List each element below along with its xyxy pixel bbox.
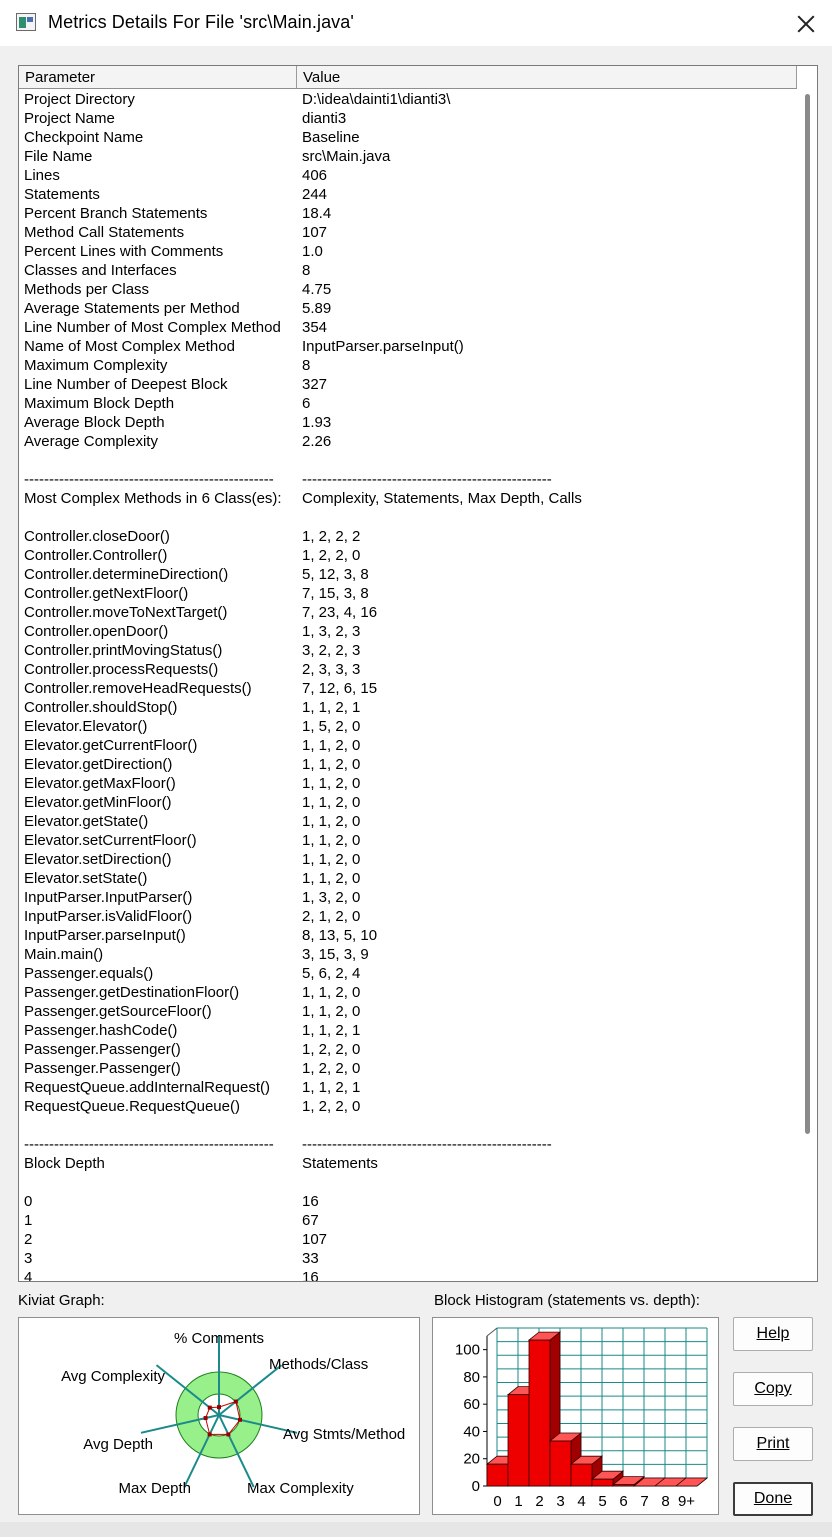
value-cell: 327 <box>302 376 328 393</box>
value-cell: 7, 15, 3, 8 <box>302 585 369 602</box>
table-row[interactable] <box>19 641 797 660</box>
list-rows <box>19 90 797 1282</box>
value-cell: 1.0 <box>302 243 323 260</box>
value-cell: 1, 1, 2, 1 <box>302 1079 361 1096</box>
value-cell: InputParser.parseInput() <box>302 338 464 355</box>
value-cell: D:\idea\dainti1\dianti3\ <box>302 91 451 108</box>
value-cell: 1, 1, 2, 0 <box>302 984 361 1001</box>
value-cell: 2, 1, 2, 0 <box>302 908 361 925</box>
table-row[interactable] <box>19 679 797 698</box>
value-cell: Baseline <box>302 129 360 146</box>
table-row[interactable] <box>19 1097 797 1116</box>
value-cell: 1, 1, 2, 1 <box>302 1022 361 1039</box>
parameter-cell: InputParser.parseInput() <box>24 927 186 944</box>
table-row[interactable] <box>19 622 797 641</box>
parameter-cell: Project Name <box>24 110 115 127</box>
table-row[interactable] <box>19 926 797 945</box>
table-row[interactable] <box>19 983 797 1002</box>
window-title: Metrics Details For File 'src\Main.java' <box>48 12 354 32</box>
histogram-x-tick-label: 9+ <box>677 1493 696 1510</box>
table-row[interactable] <box>19 185 797 204</box>
parameter-cell: Elevator.getMaxFloor() <box>24 775 176 792</box>
parameter-cell: Elevator.setState() <box>24 870 148 887</box>
parameter-cell: Controller.determineDirection() <box>24 566 229 583</box>
help-button[interactable]: Help <box>733 1317 813 1351</box>
value-cell: 16 <box>302 1269 319 1282</box>
parameter-cell: Maximum Block Depth <box>24 395 175 412</box>
value-cell: 107 <box>302 1231 328 1248</box>
table-row[interactable] <box>19 223 797 242</box>
value-cell: 2.26 <box>302 433 332 450</box>
histogram-y-tick-label: 40 <box>463 1423 480 1441</box>
parameter-cell: Block Depth <box>24 1155 105 1172</box>
value-cell: 1, 1, 2, 0 <box>302 775 361 792</box>
table-row[interactable] <box>19 356 797 375</box>
histogram-panel <box>432 1317 719 1515</box>
table-row[interactable] <box>19 850 797 869</box>
parameter-cell: 3 <box>24 1250 33 1267</box>
value-cell: 7, 12, 6, 15 <box>302 680 378 697</box>
histogram-y-tick-label: 60 <box>463 1396 480 1414</box>
parameter-cell: Elevator.getDirection() <box>24 756 173 773</box>
kiviat-graph-panel <box>18 1317 420 1515</box>
table-row[interactable] <box>19 318 797 337</box>
table-row[interactable] <box>19 527 797 546</box>
kiviat-axis-label: Avg Depth <box>83 1436 153 1453</box>
histogram-x-tick-label: 2 <box>535 1493 544 1510</box>
value-cell: 1, 1, 2, 0 <box>302 794 361 811</box>
histogram-bar-front <box>613 1485 634 1486</box>
value-cell: 5.89 <box>302 300 332 317</box>
table-row[interactable] <box>19 1268 797 1282</box>
value-cell: 8, 13, 5, 10 <box>302 927 378 944</box>
table-row[interactable] <box>19 793 797 812</box>
parameter-cell: RequestQueue.addInternalRequest() <box>24 1079 270 1096</box>
table-row[interactable] <box>19 109 797 128</box>
parameter-cell: Elevator.getMinFloor() <box>24 794 172 811</box>
table-row[interactable] <box>19 945 797 964</box>
histogram-y-tick-label: 20 <box>463 1450 480 1468</box>
table-row[interactable] <box>19 280 797 299</box>
value-cell: 33 <box>302 1250 319 1267</box>
parameter-cell: Passenger.Passenger() <box>24 1041 181 1058</box>
parameter-cell: Method Call Statements <box>24 224 185 241</box>
value-cell: src\Main.java <box>302 148 391 165</box>
parameter-cell: InputParser.isValidFloor() <box>24 908 193 925</box>
value-cell: 1, 1, 2, 0 <box>302 1003 361 1020</box>
histogram-x-tick-label: 6 <box>619 1493 628 1510</box>
parameter-cell: Elevator.getCurrentFloor() <box>24 737 198 754</box>
value-cell: 1, 1, 2, 1 <box>302 699 361 716</box>
parameter-cell: RequestQueue.RequestQueue() <box>24 1098 240 1115</box>
table-row[interactable] <box>19 261 797 280</box>
parameter-cell: Controller.printMovingStatus() <box>24 642 223 659</box>
done-button[interactable]: Done <box>733 1482 813 1516</box>
table-row[interactable] <box>19 451 797 470</box>
table-row[interactable] <box>19 774 797 793</box>
parameter-cell: Most Complex Methods in 6 Class(es): <box>24 490 282 507</box>
table-row[interactable] <box>19 869 797 888</box>
kiviat-axis-label: % Comments <box>173 1330 265 1347</box>
kiviat-axis-label: Max Depth <box>118 1480 191 1497</box>
table-row[interactable] <box>19 432 797 451</box>
table-row[interactable] <box>19 1249 797 1268</box>
histogram-axis <box>487 1328 497 1336</box>
table-row[interactable] <box>19 337 797 356</box>
table-row[interactable] <box>19 1040 797 1059</box>
table-row[interactable] <box>19 470 797 489</box>
table-row[interactable] <box>19 147 797 166</box>
parameter-cell: Controller.shouldStop() <box>24 699 178 716</box>
table-row[interactable] <box>19 1116 797 1135</box>
parameter-cell: -------------------------------------------------- <box>24 1136 274 1153</box>
parameter-cell: Main.main() <box>24 946 104 963</box>
parameter-cell: Project Directory <box>24 91 135 108</box>
parameter-cell: Passenger.Passenger() <box>24 1060 181 1077</box>
value-cell: 18.4 <box>302 205 332 222</box>
table-row[interactable] <box>19 1078 797 1097</box>
parameter-cell: Checkpoint Name <box>24 129 144 146</box>
parameter-cell: 0 <box>24 1193 33 1210</box>
table-row[interactable] <box>19 1135 797 1154</box>
value-cell: 1, 1, 2, 0 <box>302 851 361 868</box>
value-cell: 67 <box>302 1212 319 1229</box>
histogram-x-tick-label: 0 <box>493 1493 502 1510</box>
value-cell: 5, 12, 3, 8 <box>302 566 369 583</box>
histogram-x-tick-label: 7 <box>640 1493 649 1510</box>
parameter-cell: 1 <box>24 1212 33 1229</box>
table-row[interactable] <box>19 1230 797 1249</box>
table-row[interactable] <box>19 584 797 603</box>
column-header-value[interactable]: Value <box>297 66 797 88</box>
value-cell: 7, 23, 4, 16 <box>302 604 378 621</box>
value-cell: 1, 3, 2, 3 <box>302 623 361 640</box>
kiviat-point <box>226 1432 230 1436</box>
value-cell: 4.75 <box>302 281 332 298</box>
close-icon[interactable] <box>786 4 826 42</box>
value-cell: 1, 2, 2, 2 <box>302 528 361 545</box>
table-row[interactable] <box>19 831 797 850</box>
histogram-bar-front <box>550 1441 571 1486</box>
value-cell: 107 <box>302 224 328 241</box>
app-icon <box>16 13 36 31</box>
kiviat-point <box>208 1432 212 1436</box>
kiviat-point <box>238 1418 242 1422</box>
histogram-bar-front <box>487 1464 508 1486</box>
table-row[interactable] <box>19 736 797 755</box>
value-cell: 1, 1, 2, 0 <box>302 737 361 754</box>
parameter-cell: Elevator.getState() <box>24 813 149 830</box>
value-cell: 3, 2, 2, 3 <box>302 642 361 659</box>
scrollbar-thumb[interactable] <box>805 94 810 1134</box>
parameter-cell: Average Block Depth <box>24 414 165 431</box>
value-cell: 1, 1, 2, 0 <box>302 832 361 849</box>
block-histogram <box>433 1318 718 1514</box>
table-row[interactable] <box>19 1002 797 1021</box>
parameter-cell: Elevator.Elevator() <box>24 718 148 735</box>
value-cell: 354 <box>302 319 328 336</box>
parameter-cell: Methods per Class <box>24 281 150 298</box>
parameter-cell: Statements <box>24 186 100 203</box>
table-row[interactable] <box>19 1192 797 1211</box>
histogram-y-tick-label: 100 <box>454 1341 480 1359</box>
value-cell: 1, 3, 2, 0 <box>302 889 361 906</box>
table-row[interactable] <box>19 1059 797 1078</box>
parameter-cell: 4 <box>24 1269 33 1282</box>
histogram-x-tick-label: 3 <box>556 1493 565 1510</box>
parameter-cell: 2 <box>24 1231 33 1248</box>
parameter-cell: Controller.closeDoor() <box>24 528 170 545</box>
table-row[interactable] <box>19 394 797 413</box>
value-cell: 3, 15, 3, 9 <box>302 946 369 963</box>
value-cell: 1, 5, 2, 0 <box>302 718 361 735</box>
kiviat-axis-label: Methods/Class <box>269 1356 369 1373</box>
table-row[interactable] <box>19 1211 797 1230</box>
value-cell: Statements <box>302 1155 378 1172</box>
table-row[interactable] <box>19 888 797 907</box>
kiviat-axis-label: Max Complexity <box>247 1480 354 1497</box>
histogram-y-tick-label: 0 <box>471 1478 480 1495</box>
value-cell: 406 <box>302 167 328 184</box>
parameter-cell: Classes and Interfaces <box>24 262 177 279</box>
table-row[interactable] <box>19 964 797 983</box>
table-row[interactable] <box>19 128 797 147</box>
histogram-bar-front <box>529 1340 550 1486</box>
table-row[interactable] <box>19 489 797 508</box>
value-cell: 1, 1, 2, 0 <box>302 756 361 773</box>
table-row[interactable] <box>19 755 797 774</box>
parameter-cell: Average Complexity <box>24 433 158 450</box>
table-row[interactable] <box>19 565 797 584</box>
table-row[interactable] <box>19 698 797 717</box>
parameter-cell: Elevator.setCurrentFloor() <box>24 832 197 849</box>
parameter-cell: Controller.Controller() <box>24 547 168 564</box>
value-cell: 1, 1, 2, 0 <box>302 813 361 830</box>
histogram-bar-front <box>508 1395 529 1486</box>
value-cell: 8 <box>302 357 311 374</box>
parameter-cell: Lines <box>24 167 60 184</box>
value-cell: 1, 1, 2, 0 <box>302 870 361 887</box>
kiviat-point <box>217 1405 221 1409</box>
table-row[interactable] <box>19 508 797 527</box>
parameter-cell: -------------------------------------------------- <box>24 471 274 488</box>
table-row[interactable] <box>19 717 797 736</box>
value-cell: -------------------------------------------------- <box>302 1136 552 1153</box>
table-row[interactable] <box>19 1173 797 1192</box>
histogram-label: Block Histogram (statements vs. depth): <box>434 1292 700 1309</box>
parameter-cell: Controller.openDoor() <box>24 623 169 640</box>
histogram-y-tick-label: 80 <box>463 1368 480 1386</box>
parameter-cell: Line Number of Most Complex Method <box>24 319 281 336</box>
taskbar-strip <box>0 1522 832 1537</box>
parameter-cell: Percent Lines with Comments <box>24 243 224 260</box>
table-row[interactable] <box>19 1154 797 1173</box>
parameter-cell: Passenger.getSourceFloor() <box>24 1003 212 1020</box>
table-row[interactable] <box>19 603 797 622</box>
histogram-x-tick-label: 4 <box>577 1493 586 1510</box>
table-row[interactable] <box>19 204 797 223</box>
parameter-cell: InputParser.InputParser() <box>24 889 193 906</box>
parameter-cell: Elevator.setDirection() <box>24 851 172 868</box>
value-cell: 1.93 <box>302 414 332 431</box>
value-cell: 2, 3, 3, 3 <box>302 661 361 678</box>
value-cell: 16 <box>302 1193 319 1210</box>
vertical-scrollbar[interactable] <box>800 88 817 1281</box>
kiviat-point <box>234 1400 238 1404</box>
kiviat-axis-label: Avg Complexity <box>61 1368 165 1385</box>
histogram-bar-front <box>571 1464 592 1486</box>
kiviat-point <box>208 1406 212 1410</box>
column-header-parameter[interactable]: Parameter <box>19 66 297 88</box>
value-cell: dianti3 <box>302 110 347 127</box>
parameter-cell: Controller.removeHeadRequests() <box>24 680 252 697</box>
value-cell: 5, 6, 2, 4 <box>302 965 361 982</box>
copy-button[interactable]: Copy <box>733 1372 813 1406</box>
value-cell: 1, 2, 2, 0 <box>302 1041 361 1058</box>
value-cell: 1, 2, 2, 0 <box>302 1098 361 1115</box>
kiviat-label: Kiviat Graph: <box>18 1292 105 1309</box>
table-row[interactable] <box>19 546 797 565</box>
value-cell: 1, 2, 2, 0 <box>302 547 361 564</box>
value-cell: 244 <box>302 186 328 203</box>
histogram-bar-front <box>592 1479 613 1486</box>
value-cell: 8 <box>302 262 311 279</box>
table-row[interactable] <box>19 166 797 185</box>
metrics-list[interactable] <box>18 65 818 1282</box>
kiviat-graph <box>19 1318 419 1514</box>
histogram-x-tick-label: 5 <box>598 1493 607 1510</box>
parameter-cell: Controller.processRequests() <box>24 661 219 678</box>
value-cell: 6 <box>302 395 311 412</box>
value-cell: Complexity, Statements, Max Depth, Calls <box>302 490 582 507</box>
table-row[interactable] <box>19 242 797 261</box>
parameter-cell: Controller.getNextFloor() <box>24 585 189 602</box>
histogram-x-tick-label: 8 <box>661 1493 670 1510</box>
parameter-cell: Percent Branch Statements <box>24 205 208 222</box>
parameter-cell: Controller.moveToNextTarget() <box>24 604 228 621</box>
parameter-cell: Passenger.hashCode() <box>24 1022 178 1039</box>
parameter-cell: File Name <box>24 148 93 165</box>
parameter-cell: Passenger.getDestinationFloor() <box>24 984 240 1001</box>
value-cell: 1, 2, 2, 0 <box>302 1060 361 1077</box>
print-button[interactable]: Print <box>733 1427 813 1461</box>
parameter-cell: Passenger.equals() <box>24 965 154 982</box>
parameter-cell: Name of Most Complex Method <box>24 338 235 355</box>
list-header <box>19 66 797 89</box>
table-row[interactable] <box>19 660 797 679</box>
parameter-cell: Average Statements per Method <box>24 300 240 317</box>
table-row[interactable] <box>19 812 797 831</box>
table-row[interactable] <box>19 1021 797 1040</box>
parameter-cell: Maximum Complexity <box>24 357 168 374</box>
table-row[interactable] <box>19 413 797 432</box>
title-bar <box>0 0 832 46</box>
kiviat-point <box>204 1416 208 1420</box>
table-row[interactable] <box>19 375 797 394</box>
table-row[interactable] <box>19 907 797 926</box>
table-row[interactable] <box>19 90 797 109</box>
value-cell: -------------------------------------------------- <box>302 471 552 488</box>
table-row[interactable] <box>19 299 797 318</box>
histogram-x-tick-label: 1 <box>514 1493 523 1510</box>
parameter-cell: Line Number of Deepest Block <box>24 376 228 393</box>
kiviat-axis-label: Avg Stmts/Method <box>283 1426 406 1443</box>
